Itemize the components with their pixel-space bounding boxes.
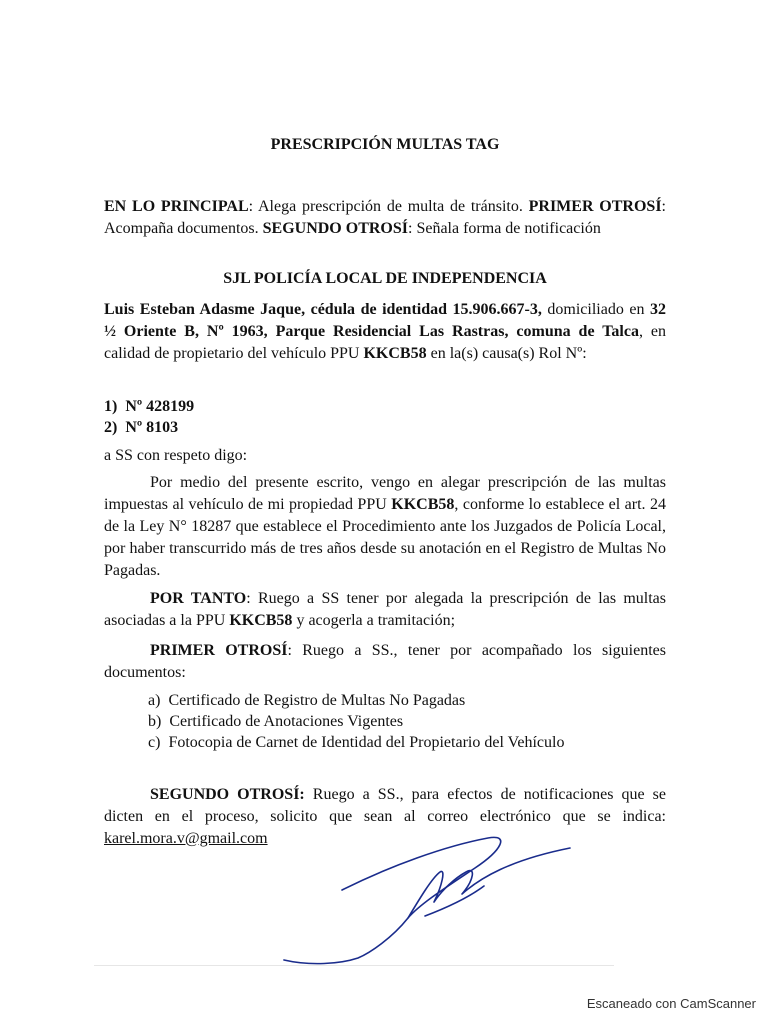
body-text-1: Por medio del presente escrito, vengo en alegar prescripción de las multas impuestas al vehículo de mi propiedad PPU — [104, 474, 666, 513]
por-tanto-label: POR TANTO — [150, 590, 247, 607]
intro-text-2: , en calidad de propietario del vehículo PPU — [104, 323, 667, 362]
greeting: a SS con respeto digo: — [104, 447, 248, 464]
segundo-otrosi-body: Ruego a SS., para efectos de notificaciones que se dicten en el proceso, solicito que sean al correo electrónico que se indica: — [104, 786, 666, 825]
document-list — [148, 690, 564, 753]
por-tanto-text-1: : Ruego a SS tener por alegada la prescripción de las multas asociadas a la PPU — [104, 590, 667, 629]
list-item: 2) Nº 8103 — [104, 419, 179, 436]
por-tanto-text-2: y acogerla a tramitación; — [292, 612, 456, 629]
contact-email: karel.mora.v@gmail.com — [104, 830, 268, 847]
applicant-address: 32 ½ Oriente B, Nº 1963, Parque Residencial Las Rastras, comuna de Talca — [104, 301, 667, 340]
segundo-otrosi-heading: SEGUNDO OTROSÍ: — [150, 786, 305, 803]
principal-label: EN LO PRINCIPAL — [104, 198, 249, 215]
segundo-otrosi-label: SEGUNDO OTROSÍ — [262, 220, 408, 237]
list-item: a) Certificado de Registro de Multas No Pagadas — [148, 692, 466, 709]
scanner-watermark: Escaneado con CamScanner — [586, 996, 756, 1011]
segundo-otrosi-text: : Señala forma de notificación — [408, 220, 601, 237]
principal-text: : Alega prescripción de multa de tránsito. — [248, 198, 529, 215]
vehicle-plate: KKCB58 — [363, 345, 427, 362]
intro-text-3: en la(s) causa(s) Rol Nº: — [426, 345, 587, 362]
primer-otrosi-label: PRIMER OTROSÍ — [528, 198, 662, 215]
cause-list — [104, 396, 194, 438]
list-item: c) Fotocopia de Carnet de Identidad del Propietario del Vehículo — [148, 734, 565, 751]
scan-line — [94, 965, 614, 966]
court-heading: SJL POLICÍA LOCAL DE INDEPENDENCIA — [223, 270, 547, 287]
por-tanto-paragraph — [104, 588, 666, 632]
primer-otrosi-text: : Acompaña documentos. — [104, 198, 666, 237]
por-tanto-plate: KKCB58 — [229, 612, 293, 629]
body-text-2: , conforme lo establece el art. 24 de la Ley N° 18287 que establece el Procedimiento ante los Juzgados de Policía Local, por haber transcurrido más de tres años desde su anotación en el Registro de Multas No Pagadas. — [104, 496, 667, 579]
primer-otrosi-body: : Ruego a SS., tener por acompañado los siguientes documentos: — [104, 642, 667, 681]
principal-summary — [104, 196, 666, 240]
primer-otrosi-paragraph — [104, 640, 666, 684]
document-title: PRESCRIPCIÓN MULTAS TAG — [270, 136, 500, 153]
body-plate: KKCB58 — [391, 496, 455, 513]
list-item: b) Certificado de Anotaciones Vigentes — [148, 713, 404, 730]
body-paragraph — [104, 472, 666, 582]
applicant-name-id: Luis Esteban Adasme Jaque, cédula de identidad 15.906.667-3, — [104, 301, 542, 318]
intro-paragraph — [104, 299, 666, 365]
list-item: 1) Nº 428199 — [104, 398, 195, 415]
handwritten-signature — [270, 828, 580, 968]
primer-otrosi-heading: PRIMER OTROSÍ — [150, 642, 288, 659]
intro-text-1: domiciliado en — [541, 301, 651, 318]
